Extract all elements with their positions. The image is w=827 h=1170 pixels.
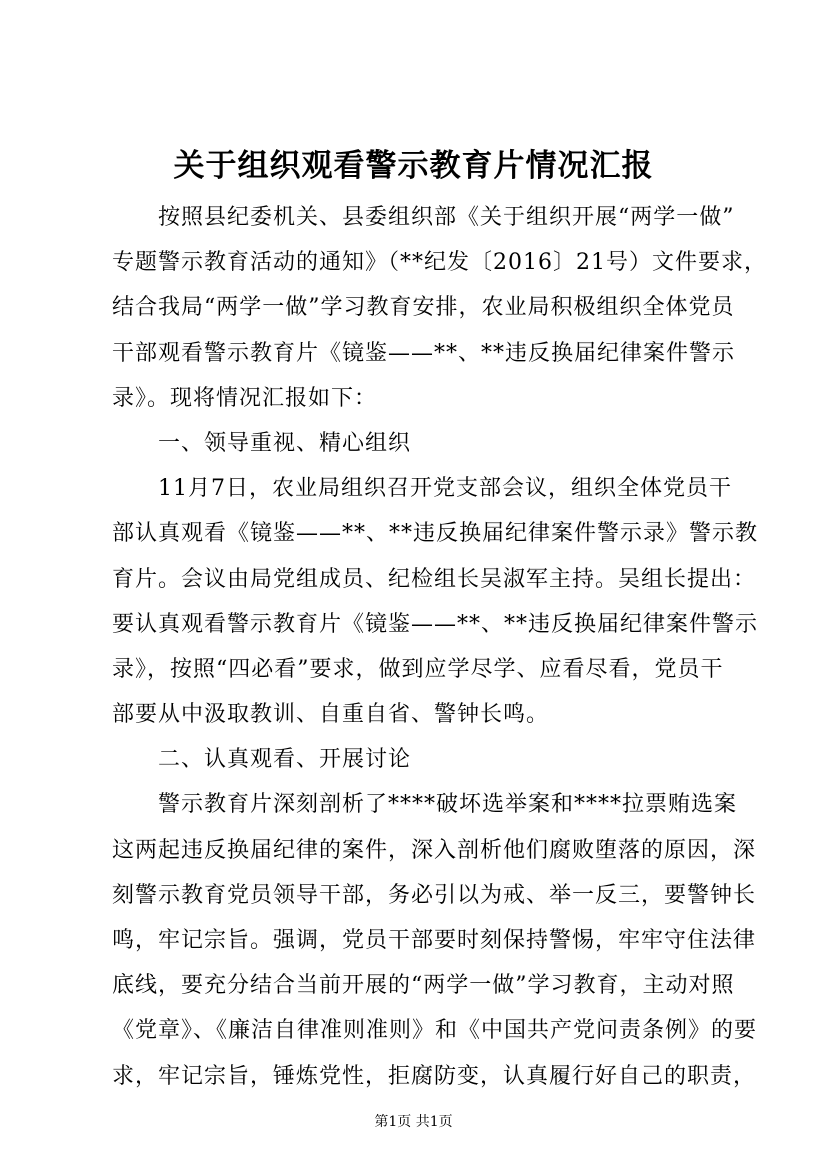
paragraph-line: 干部观看警示教育片《镜鉴——**、**违反换届纪律案件警示 [112, 340, 736, 366]
document-title: 关于组织观看警示教育片情况汇报 [173, 148, 654, 184]
paragraph-line: 警示教育片深刻剖析了****破坏选举案和****拉票贿选案 [158, 792, 738, 818]
paragraph-line: 专题警示教育活动的通知》（**纪发〔2016〕21号）文件要求， [112, 250, 767, 276]
paragraph-line: 刻警示教育党员领导干部，务必引以为戒、举一反三，要警钟长 [112, 882, 757, 908]
paragraph-line: 这两起违反换届纪律的案件，深入剖析他们腐败堕落的原因，深 [112, 837, 757, 863]
paragraph-line: 按照县纪委机关、县委组织部《关于组织开展“两学一做” [158, 205, 735, 230]
paragraph-line: 部认真观看《镜鉴——**、**违反换届纪律案件警示录》警示教 [112, 521, 759, 547]
paragraph-line: 录》，按照“四必看”要求，做到应学尽学、应看尽看，党员干 [112, 656, 724, 682]
paragraph-line: 部要从中汲取教训、自重自省、警钟长鸣。 [112, 702, 550, 728]
paragraph-line: 《党章》、《廉洁自律准则准则》和《中国共产党问责条例》的要 [112, 1018, 758, 1044]
document-body [112, 195, 767, 1099]
paragraph-line: 育片。会议由局党组成员、纪检组长吴淑军主持。吴组长提出： [112, 566, 757, 592]
paragraph-line: 求，牢记宗旨，锤炼党性，拒腐防变，认真履行好自己的职责， [112, 1063, 757, 1089]
paragraph-line: 要认真观看警示教育片《镜鉴——**、**违反换届纪律案件警示 [112, 611, 759, 637]
section-heading: 一、领导重视、精心组织 [158, 430, 412, 456]
page-footer: 第1页 共1页 [374, 1114, 453, 1130]
paragraph-line: 底线，要充分结合当前开展的“两学一做”学习教育，主动对照 [112, 973, 735, 999]
paragraph-line: 11月7日，农业局组织召开党支部会议，组织全体党员干 [158, 476, 732, 502]
paragraph-line: 录》。现将情况汇报如下： [112, 385, 378, 411]
paragraph-line: 结合我局“两学一做”学习教育安排，农业局积极组织全体党员 [112, 295, 735, 321]
paragraph-line: 鸣，牢记宗旨。强调，党员干部要时刻保持警惕，牢牢守住法律 [112, 928, 757, 953]
section-heading: 二、认真观看、开展讨论 [158, 747, 412, 773]
